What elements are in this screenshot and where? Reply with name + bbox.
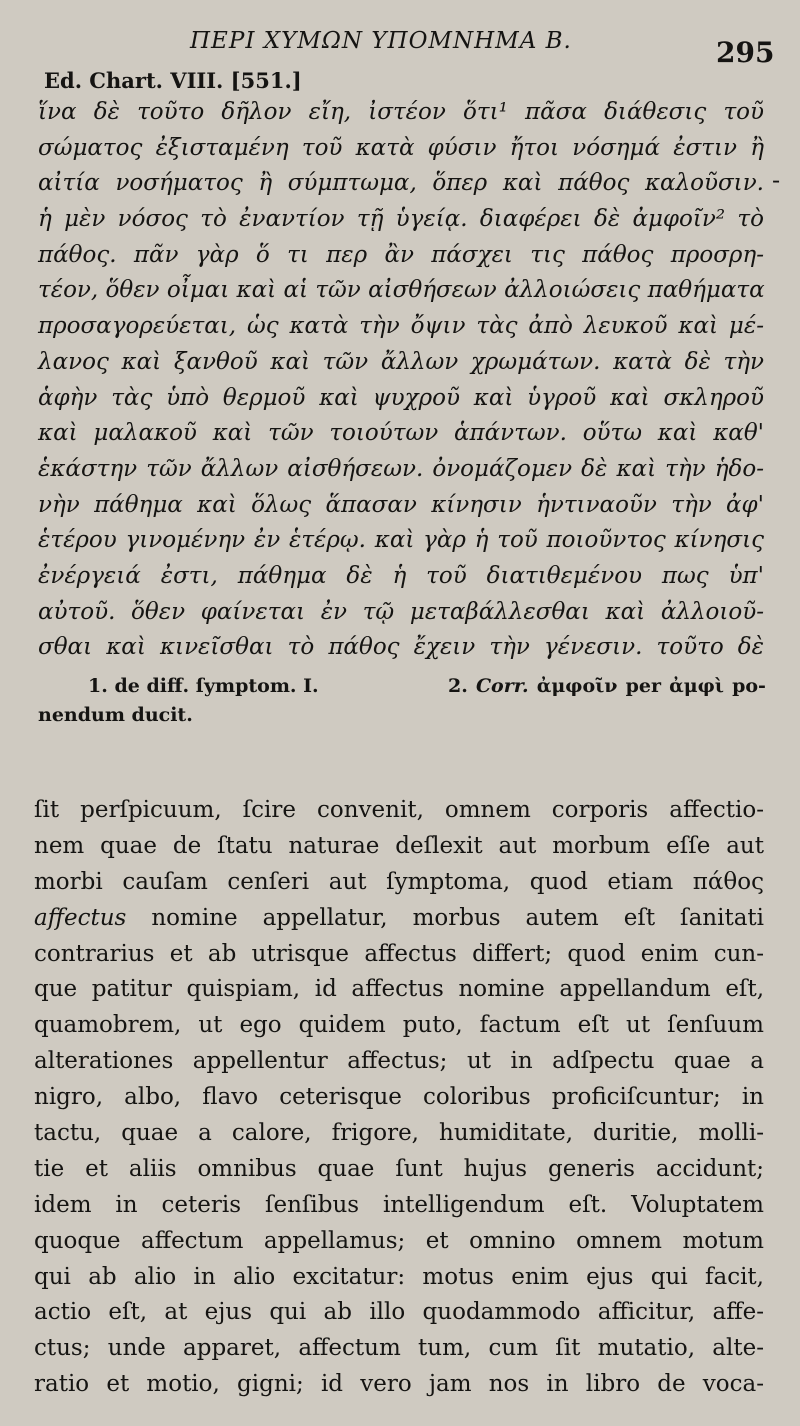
- latin-line: alterationes appellentur affectus; ut in adſpectu quae a: [34, 1048, 764, 1075]
- greek-line: νὴν πάθημα καὶ ὅλως ἅπασαν κίνησιν ἡντιναοῦν τὴν ἀφ': [38, 491, 764, 518]
- greek-line: πάθος. πᾶν γὰρ ὅ τι περ ἂν πάσχει τις πάθος προσρη-: [38, 241, 764, 268]
- greek-line: ἡ μὲν νόσος τὸ ἐναντίον τῇ ὑγείᾳ. διαφέρει δὲ ἀμφοῖν² τὸ: [38, 206, 764, 233]
- greek-line: σθαι καὶ κινεῖσθαι τὸ πάθος ἔχειν τὴν γένεσιν. τοῦτο δὲ: [38, 634, 764, 661]
- latin-line: idem in ceteris ſenſibus intelligendum eſt. Voluptatem: [34, 1191, 764, 1218]
- latin-line-with-italic: [34, 901, 764, 937]
- greek-line: προσαγορεύεται, ὡς κατὰ τὴν ὄψιν τὰς ἀπὸ λευκοῦ καὶ μέ-: [38, 313, 764, 340]
- greek-line: λανος καὶ ξανθοῦ καὶ τῶν ἄλλων χρωμάτων. κατὰ δὲ τὴν: [38, 348, 764, 375]
- latin-line: ratio et motio, gigni; id vero jam nos in libro de voca-: [34, 1371, 764, 1398]
- footnote-1: 1. de diff. ſymptom. I.: [88, 675, 319, 697]
- greek-line: ἐνέργειά ἐστι, πάθημα δὲ ἡ τοῦ διατιθεμένου πως ὑπ': [38, 562, 764, 589]
- latin-line: tactu, quae a calore, frigore, humiditate, duritie, molli-: [34, 1120, 764, 1147]
- greek-text-block: [38, 95, 764, 666]
- page-number: 295: [716, 36, 775, 69]
- footnote-2-per: per: [625, 675, 661, 697]
- footnote-2: [448, 672, 766, 701]
- edition-reference: Ed. Chart. VIII. [551.]: [44, 68, 302, 93]
- greek-line: ἑτέρου γινομένην ἐν ἑτέρῳ. καὶ γὰρ ἡ τοῦ ποιοῦντος κίνησις: [38, 527, 764, 554]
- latin-line: tie et aliis omnibus quae ſunt hujus generis accidunt;: [34, 1155, 764, 1182]
- greek-line: τέον, ὅθεν οἶμαι καὶ αἱ τῶν αἰσθήσεων ἀλλοιώσεις παθήματα: [38, 277, 765, 304]
- footnote-2-corr: Corr.: [475, 675, 529, 697]
- latin-line: qui ab alio in alio excitatur: motus enim ejus qui facit,: [34, 1263, 764, 1290]
- latin-line: ſit perſpicuum, ſcire convenit, omnem corporis affectio-: [34, 797, 764, 823]
- footnote-row: [38, 672, 766, 701]
- latin-text-block: [34, 793, 764, 1403]
- greek-line: αἰτία νοσήματος ἢ σύμπτωμα, ὅπερ καὶ πάθος καλοῦσιν.: [38, 170, 764, 197]
- greek-line: ἑκάστην τῶν ἄλλων αἰσθήσεων. ὀνομάζομεν δὲ καὶ τὴν ἡδο-: [38, 455, 764, 482]
- greek-line: ἵνα δὲ τοῦτο δῆλον εἴη, ἰστέον ὅτι¹ πᾶσα διάθεσις τοῦ: [38, 99, 764, 125]
- latin-line: quoque affectum appellamus; et omnino omnem motum: [34, 1227, 764, 1254]
- latin-italic-word: affectus: [34, 904, 127, 931]
- footnotes: [38, 672, 766, 730]
- footnote-2-number: 2.: [448, 675, 468, 697]
- footnote-continuation: nendum ducit.: [38, 704, 193, 726]
- latin-line: morbi cauſam cenſeri aut ſymptoma, quod etiam πάθος: [34, 868, 764, 895]
- footnote-2-greek: ἀμφοῖν: [536, 675, 618, 697]
- running-head: ΠΕΡΙ ΧΥΜΩΝ ΥΠΟΜΝΗΜΑ Β.: [190, 28, 572, 54]
- greek-line: καὶ μαλακοῦ καὶ τῶν τοιούτων ἁπάντων. οὕτω καὶ καθ': [38, 420, 764, 447]
- latin-line-rest: nomine appellatur, morbus autem eſt ſanitati: [151, 904, 765, 931]
- latin-line: que patitur quispiam, id affectus nomine appellandum eſt,: [34, 976, 764, 1003]
- greek-line: αὐτοῦ. ὅθεν φαίνεται ἐν τῷ μεταβάλλεσθαι καὶ ἀλλοιοῦ-: [38, 598, 764, 625]
- greek-line: σώματος ἐξισταμένη τοῦ κατὰ φύσιν ἤτοι νόσημά ἐστιν ἢ: [38, 134, 764, 161]
- latin-line: actio eſt, at ejus qui ab illo quodammodo afficitur, affe-: [34, 1299, 764, 1326]
- latin-line: quamobrem, ut ego quidem puto, factum eſt ut ſenſuum: [34, 1012, 764, 1039]
- latin-line: ctus; unde apparet, affectum tum, cum ſit mutatio, alte-: [34, 1335, 764, 1362]
- latin-line: nem quae de ſtatu naturae deſlexit aut morbum eſſe aut: [34, 832, 764, 859]
- footnote-2-end: po-: [732, 675, 766, 697]
- margin-mark: -: [772, 166, 781, 194]
- greek-line: ἁφὴν τὰς ὑπὸ θερμοῦ καὶ ψυχροῦ καὶ ὑγροῦ καὶ σκληροῦ: [38, 384, 764, 411]
- footnote-2-greek-alt: ἀμφὶ: [669, 675, 724, 697]
- latin-line: nigro, albo, flavo ceterisque coloribus proficiſcuntur; in: [34, 1084, 764, 1111]
- latin-line: contrarius et ab utrisque affectus differt; quod enim cun-: [34, 940, 764, 967]
